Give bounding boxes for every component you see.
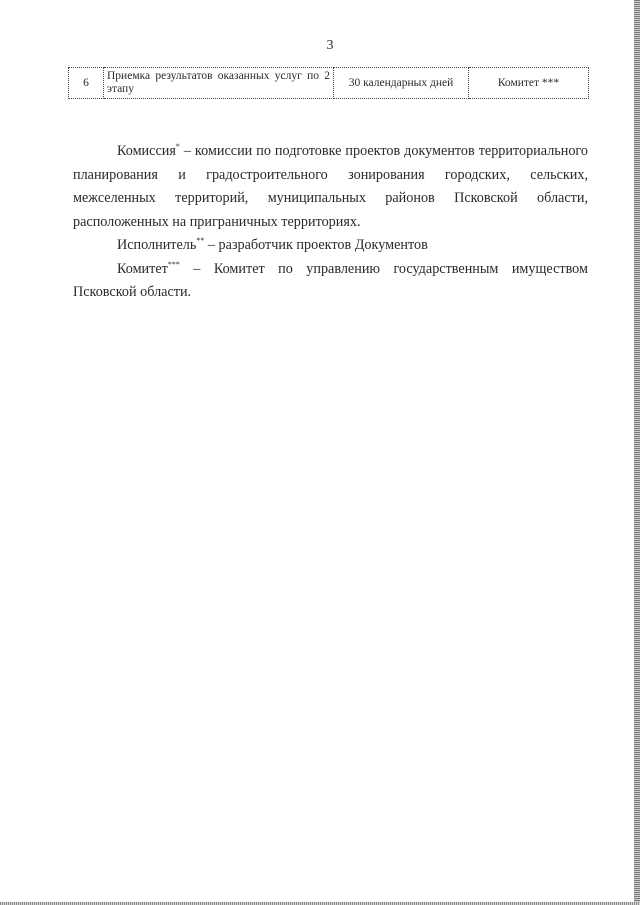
footnote-mark: ** bbox=[196, 236, 205, 245]
footnote-committee bbox=[73, 258, 588, 305]
footnote-term: Исполнитель bbox=[117, 237, 197, 253]
table-row bbox=[69, 68, 589, 99]
footnotes-section bbox=[73, 140, 588, 305]
footnote-executor bbox=[73, 234, 588, 258]
page-number: 3 bbox=[326, 38, 334, 53]
footnote-mark: * bbox=[175, 142, 180, 151]
stage-description-cell: Приемка результатов оказанных услуг по 2 этапу bbox=[104, 68, 334, 99]
footnote-text: – комиссии по подготовке проектов документов территориального планирования и градостроительного зонирования городских, сельских, межселенных территорий, муниципальных районов Псковской области, расположенных на приграничных территориях. bbox=[73, 143, 588, 230]
footnote-commission bbox=[73, 140, 588, 234]
footnote-mark: *** bbox=[167, 259, 180, 269]
stage-responsible-cell: Комитет *** bbox=[469, 68, 589, 99]
footnote-term: Комиссия bbox=[117, 143, 176, 159]
stages-table bbox=[68, 67, 589, 99]
stage-number-cell: 6 bbox=[69, 68, 104, 99]
scan-edge-right bbox=[634, 0, 640, 905]
footnote-text: – разработчик проектов Документов bbox=[204, 237, 428, 253]
footnote-term: Комитет bbox=[117, 260, 168, 277]
footnote-text: – Комитет по управлению государственным имуществом Псковской области. bbox=[73, 260, 588, 300]
stage-term-cell: 30 календарных дней bbox=[334, 68, 469, 99]
